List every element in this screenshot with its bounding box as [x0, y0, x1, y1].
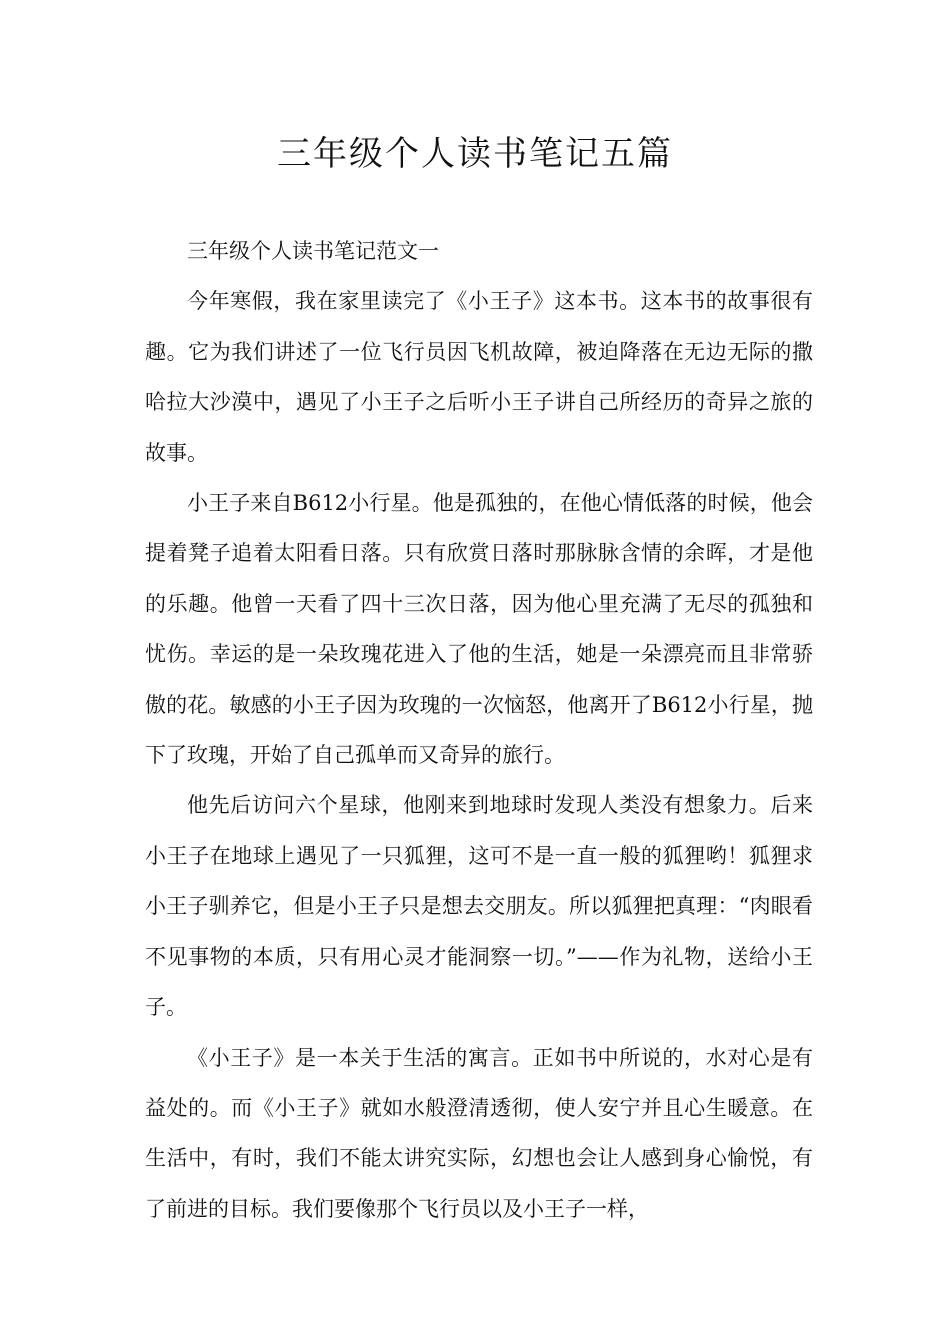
paragraph: 《小王子》是一本关于生活的寓言。正如书中所说的，水对心是有益处的。而《小王子》就如水般澄清透彻，使人安宁并且心生暖意。在生活中，有时，我们不能太讲究实际，幻想也会让人感到身心愉悦，有了前进的目标。我们要像那个飞行员以及小王子一样， — [145, 1045, 813, 1221]
document-title: 三年级个人读书笔记五篇 — [277, 134, 673, 174]
paragraph: 他先后访问六个星球，他刚来到地球时发现人类没有想象力。后来小王子在地球上遇见了一只狐狸，这可不是一直一般的狐狸哟！狐狸求小王子驯养它，但是小王子只是想去交朋友。所以狐狸把真理：“肉眼看不见事物的本质，只有用心灵才能洞察一切。”——作为礼物，送给小王子。 — [145, 793, 813, 1020]
paragraph: 小王子来自B612小行星。他是孤独的，在他心情低落的时候，他会提着凳子追着太阳看日落。只有欣赏日落时那脉脉含情的余晖，才是他的乐趣。他曾一天看了四十三次日落，因为他心里充满了无尽的孤独和忧伤。幸运的是一朵玫瑰花进入了他的生活，她是一朵漂亮而且非常骄傲的花。敏感的小王子因为玫瑰的一次恼怒，他离开了B612小行星，抛下了玫瑰，开始了自己孤单而又奇异的旅行。 — [145, 491, 813, 768]
section-heading: 三年级个人读书笔记范文一 — [187, 239, 439, 263]
paragraph: 今年寒假，我在家里读完了《小王子》这本书。这本书的故事很有趣。它为我们讲述了一位飞行员因飞机故障，被迫降落在无边无际的撒哈拉大沙漠中，遇见了小王子之后听小王子讲自己所经历的奇异之旅的故事。 — [145, 289, 813, 465]
document-body — [145, 226, 813, 1234]
